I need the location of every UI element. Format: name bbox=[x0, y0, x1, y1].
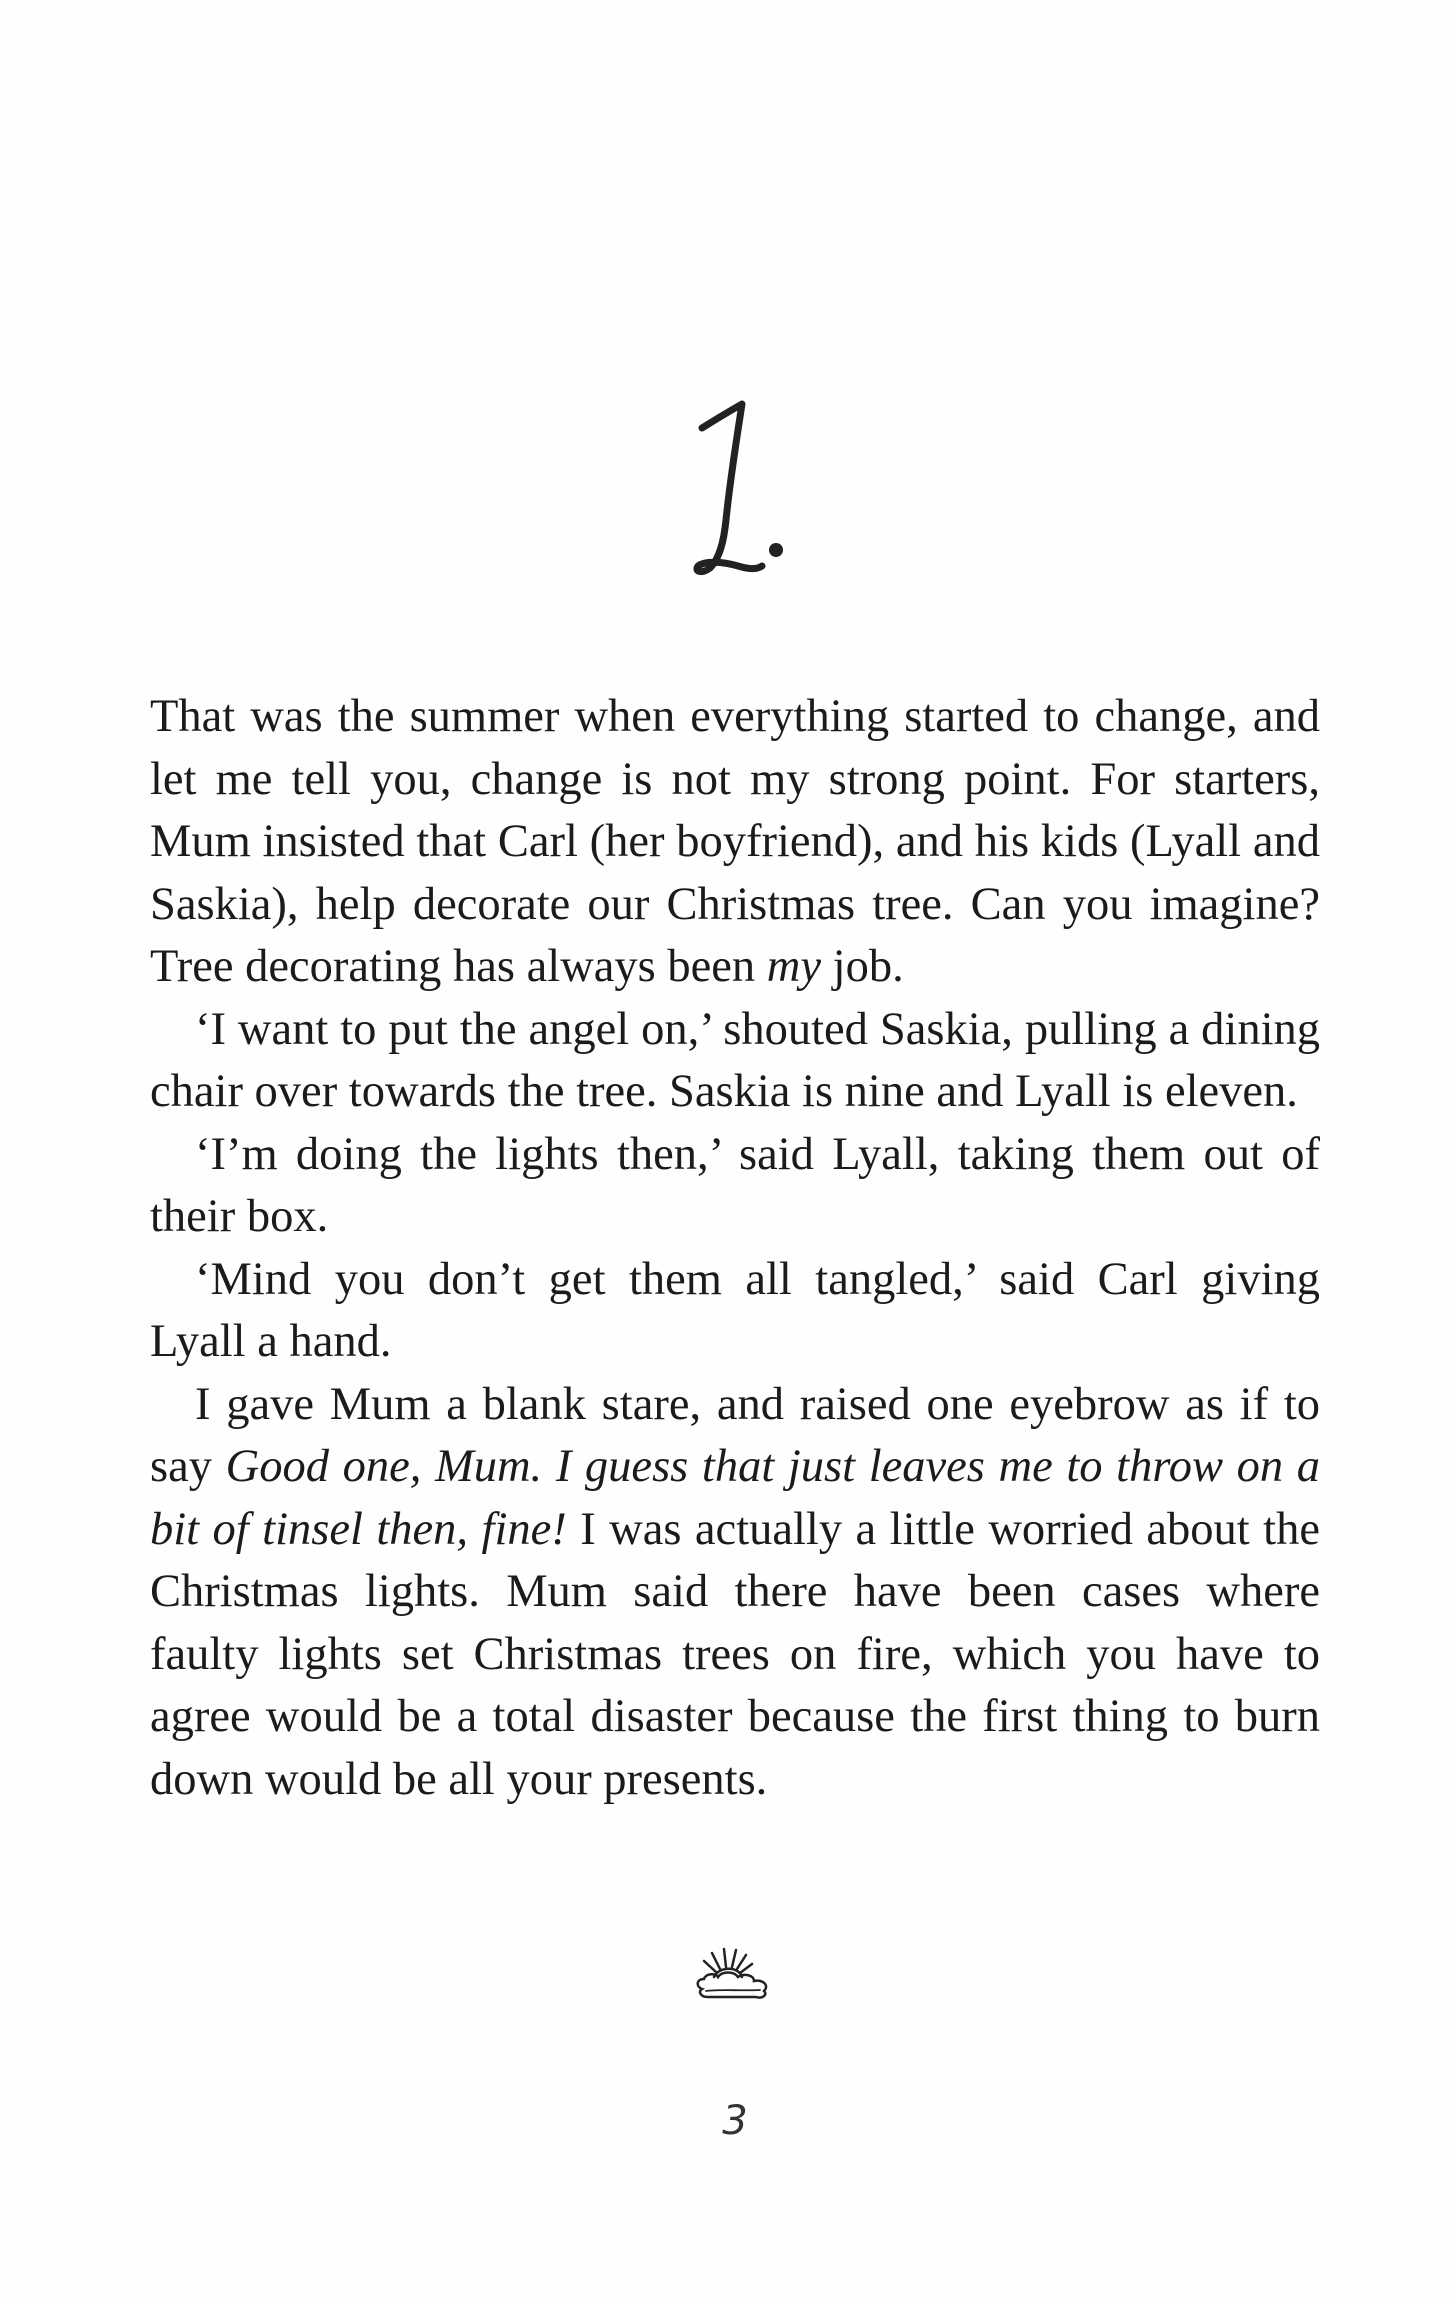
chapter-number-handwritten-icon bbox=[680, 400, 790, 580]
text-run: That was the summer when everything started to change, and let me tell you, change is not my strong point. For starters, Mum insisted that Carl (her boyfriend), and his kids (Lyall and Saskia), help decorate our Christmas tree. Can you imagine? Tree decorating has always been bbox=[150, 691, 1320, 992]
sun-behind-cloud-icon bbox=[690, 1945, 780, 2005]
paragraph bbox=[150, 686, 1320, 999]
italic-text: my bbox=[766, 941, 822, 992]
chapter-body-text bbox=[150, 686, 1320, 1811]
paragraph bbox=[150, 1249, 1320, 1374]
text-run: I gave Mum a blank stare, and raised one eyebrow as if to say bbox=[150, 1378, 1320, 1492]
text-run: ‘I’m doing the lights then,’ said Lyall, taking them out of their box. bbox=[150, 1128, 1320, 1242]
text-run: job. bbox=[821, 941, 904, 992]
paragraph bbox=[150, 999, 1320, 1124]
chapter-number bbox=[680, 400, 790, 580]
paragraph bbox=[150, 1124, 1320, 1249]
page-number: 3 bbox=[722, 2098, 748, 2144]
italic-text: Good one, Mum. I guess that just leaves me to throw on a bit of tinsel then, fine! bbox=[150, 1441, 1320, 1555]
text-run: I was actually a little worried about the Christmas lights. Mum said there have been cases where faulty lights set Christmas trees on fire, which you have to agree would be a total disaster because the first thing to burn down would be all your presents. bbox=[150, 1503, 1320, 1805]
text-run: ‘Mind you don’t get them all tangled,’ said Carl giving Lyall a hand. bbox=[150, 1253, 1320, 1367]
paragraph bbox=[150, 1374, 1320, 1812]
section-divider bbox=[690, 1945, 780, 2005]
text-run: ‘I want to put the angel on,’ shouted Saskia, pulling a dining chair over towards the tree. Saskia is nine and Lyall is eleven. bbox=[150, 1003, 1320, 1117]
